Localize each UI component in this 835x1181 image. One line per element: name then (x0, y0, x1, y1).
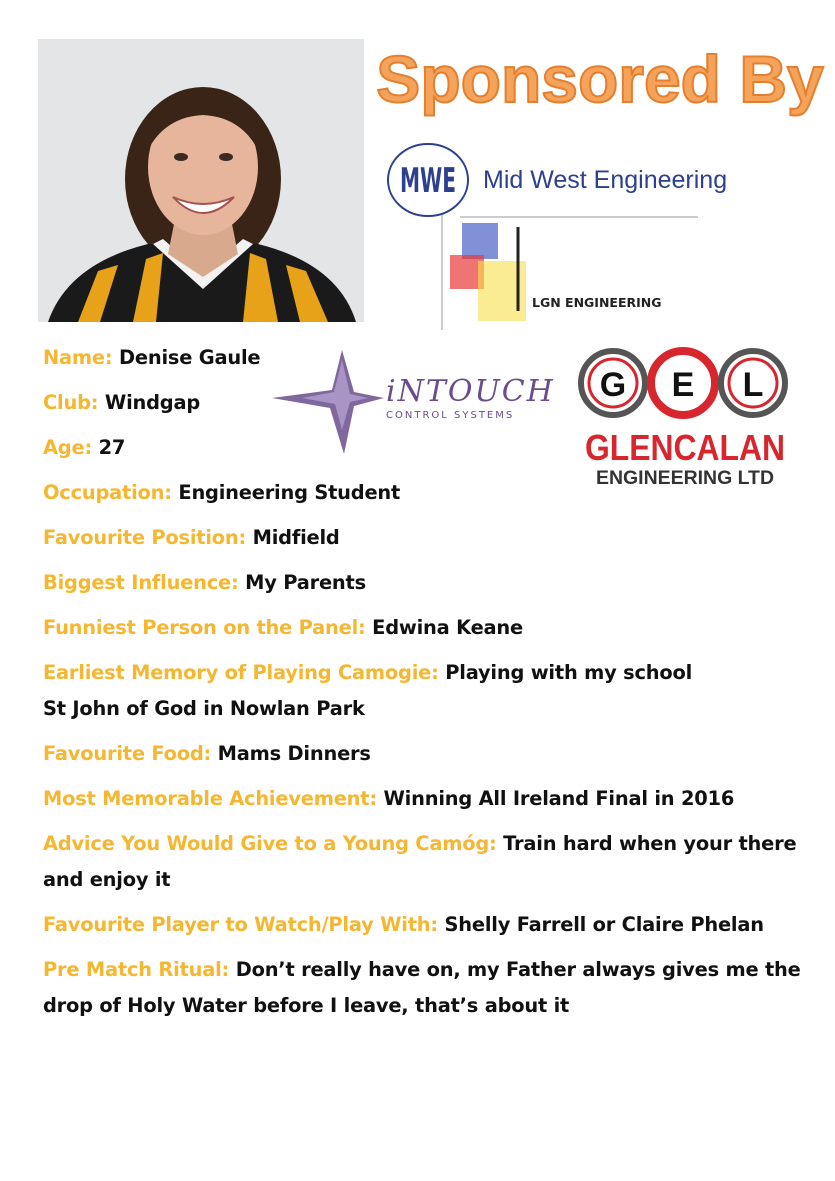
field-favourite-player: Favourite Player to Watch/Play With: Shelly Farrell or Claire Phelan (43, 913, 764, 936)
field-favourite-position: Favourite Position: Midfield (43, 526, 340, 549)
field-advice: Advice You Would Give to a Young Camóg: Train hard when your there and enjoy it (43, 832, 797, 891)
field-memorable-achievement: Most Memorable Achievement: Winning All Ireland Final in 2016 (43, 787, 735, 810)
gel-letter-e: E (671, 366, 695, 404)
field-club: Club: Windgap (43, 391, 201, 414)
mwe-name: Mid West Engineering (483, 166, 728, 194)
sponsored-by-heading (376, 30, 824, 130)
field-occupation: Occupation: Engineering Student (43, 481, 401, 504)
field-favourite-food: Favourite Food: Mams Dinners (43, 742, 371, 765)
gel-letter-l: L (742, 366, 764, 404)
mwe-monogram: MWE (400, 161, 456, 201)
gel-name: GLENCALAN (585, 427, 785, 468)
sponsored-by-text: Sponsored By (376, 42, 824, 116)
intouch-name: iNTOUCH (386, 374, 555, 409)
field-funniest-person: Funniest Person on the Panel: Edwina Keane (43, 616, 523, 639)
mid-west-engineering-logo (383, 140, 763, 220)
field-age: Age: 27 (43, 436, 126, 459)
field-pre-match-ritual: Pre Match Ritual: Don’t really have on, my Father always gives me the drop of Holy Water before I leave, that’s about it (43, 958, 801, 1017)
field-biggest-influence: Biggest Influence: My Parents (43, 571, 366, 594)
profile-fields (43, 340, 803, 1033)
field-name: Name: Denise Gaule (43, 346, 261, 369)
field-earliest-memory: Earliest Memory of Playing Camogie: Playing with my school St John of God in Nowlan Park (43, 661, 693, 720)
gel-letter-g: G (599, 366, 627, 404)
gel-suffix: ENGINEERING LTD (596, 468, 774, 489)
lgn-name: LGN ENGINEERING (532, 295, 662, 310)
lgn-engineering-logo (440, 215, 700, 330)
player-photo (38, 39, 364, 322)
intouch-tagline: CONTROL SYSTEMS (386, 410, 515, 421)
